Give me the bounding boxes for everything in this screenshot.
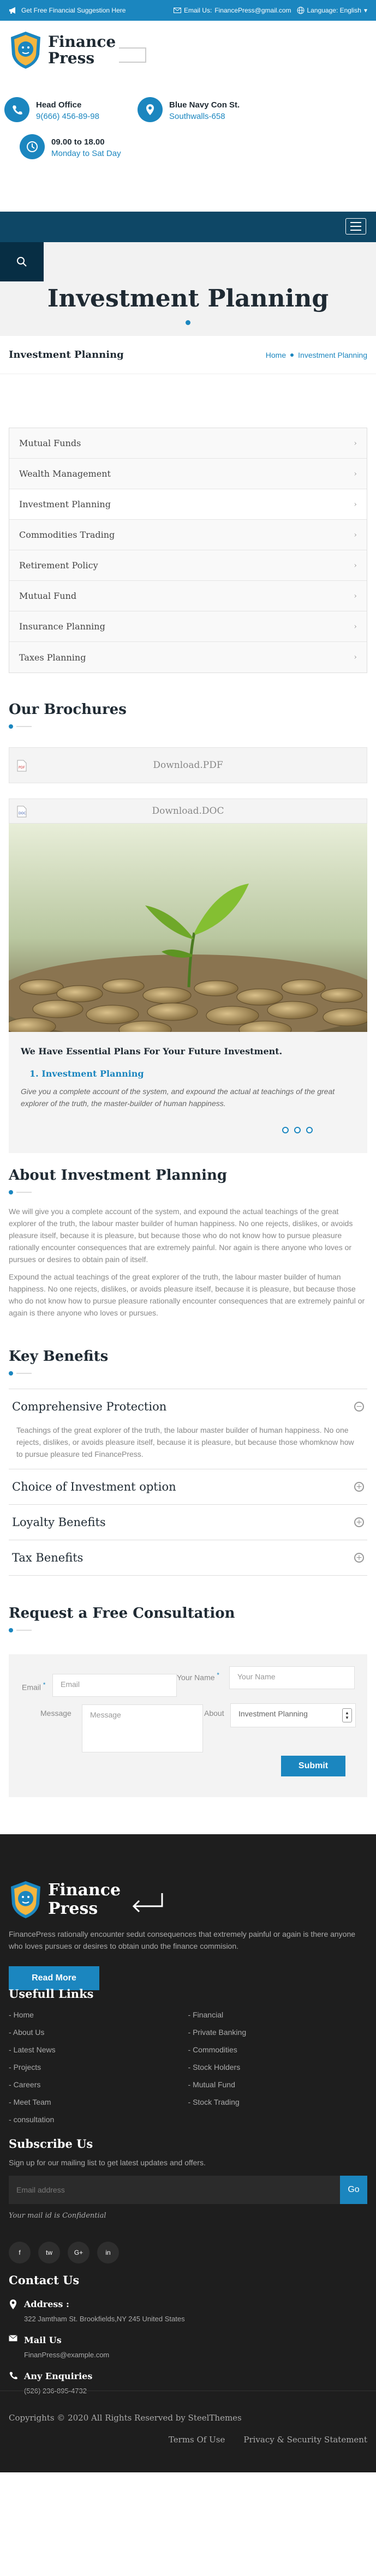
privacy-link[interactable]: Privacy & Security Statement [243, 2435, 367, 2445]
breadcrumb [0, 336, 376, 374]
contact-address [0, 2299, 376, 2323]
address-value: 322 Jamtham St. Brookfields,NY 245 United States [24, 2315, 185, 2323]
service-item-taxes-planning[interactable] [9, 642, 367, 672]
slider-pagination [282, 1127, 313, 1133]
service-label: Taxes Planning [19, 652, 86, 663]
breadcrumb-current: Investment Planning [298, 350, 367, 359]
slider-dot[interactable] [294, 1127, 301, 1133]
hours-title: 09.00 to 18.00 [51, 137, 105, 147]
service-item-wealth-management[interactable] [9, 459, 367, 489]
chevron-down-icon: ▾ [363, 7, 367, 14]
contact-heading: Contact Us [9, 2273, 80, 2287]
subscribe-heading: Subscribe Us [9, 2137, 93, 2151]
service-label: Commodities Trading [19, 530, 115, 540]
download-pdf-label: Download.PDF [153, 760, 223, 771]
confidential-note: Your mail id is Confidential [9, 2212, 106, 2220]
brand-line-2: Press [48, 49, 95, 67]
benefits-heading: Key Benefits [9, 1348, 109, 1365]
accordion-title: Loyalty Benefits [12, 1516, 106, 1529]
heading-underline [9, 724, 367, 729]
heading-underline [9, 1190, 367, 1194]
lion-shield-icon [9, 31, 43, 70]
footer-link[interactable]: - Projects [9, 2063, 188, 2071]
read-more-button[interactable]: Read More [9, 1966, 99, 1990]
accordion-header-choice-of-investment[interactable] [12, 1469, 364, 1504]
service-label: Retirement Policy [19, 560, 98, 571]
message-field[interactable]: Message [82, 1704, 203, 1752]
service-label: Mutual Fund [19, 591, 77, 601]
site-header [0, 21, 376, 212]
subscribe-go-button[interactable]: Go [340, 2176, 367, 2204]
slider-dot[interactable] [306, 1127, 313, 1133]
search-icon [16, 256, 27, 267]
about-heading: About Investment Planning [9, 1167, 228, 1184]
announcement-text: Get Free Financial Suggestion Here [21, 7, 126, 14]
select-arrows-icon: ▲ ▼ [342, 1708, 352, 1722]
svg-text:PDF: PDF [19, 766, 25, 770]
language-label: Language: English [307, 7, 361, 14]
chevron-right-icon: › [354, 561, 357, 570]
service-item-mutual-fund[interactable] [9, 581, 367, 611]
footer-link[interactable]: - Private Banking [188, 2028, 368, 2037]
service-item-investment-planning[interactable] [9, 489, 367, 520]
footer-link[interactable]: - Mutual Fund [188, 2080, 368, 2089]
subscribe-text: Sign up for our mailing list to get latest updates and offers. [9, 2158, 206, 2167]
brochures-section [0, 701, 376, 729]
service-label: Investment Planning [19, 499, 111, 509]
service-label: Mutual Funds [19, 438, 81, 448]
chevron-right-icon: › [354, 622, 357, 631]
location-title: Blue Navy Con St. [169, 100, 240, 110]
email-field[interactable]: Email [52, 1674, 177, 1697]
search-button[interactable] [0, 242, 44, 281]
email-address: FinancePress@gmail.com [214, 7, 291, 14]
consultation-form [9, 1654, 367, 1797]
svg-text:DOC: DOC [19, 812, 26, 815]
useful-links [0, 2001, 376, 2124]
footer-link[interactable]: - Stock Holders [188, 2063, 368, 2071]
mail-title: Mail Us [24, 2335, 62, 2345]
slide-text: Give you a complete account of the system, and expound the actual at teachings of the great explorer of the truth, the master-builder of human happiness. [21, 1087, 335, 1108]
accordion-title: Choice of Investment option [12, 1480, 176, 1493]
chevron-right-icon: › [354, 591, 357, 601]
head-office-info [4, 97, 99, 122]
enquiries-title: Any Enquiries [24, 2371, 93, 2381]
footer-link[interactable]: - About Us [9, 2028, 188, 2037]
linkedin-icon[interactable]: in [97, 2242, 119, 2263]
pdf-file-icon [17, 760, 27, 772]
footer-link[interactable]: - Commodities [188, 2045, 368, 2054]
map-pin-icon [9, 2299, 17, 2310]
accordion-title: Comprehensive Protection [12, 1400, 167, 1413]
site-footer [0, 1834, 376, 2472]
site-logo[interactable] [9, 31, 367, 70]
about-select[interactable] [230, 1703, 356, 1727]
accordion-header-loyalty-benefits[interactable] [12, 1505, 364, 1540]
chevron-right-icon: › [354, 469, 357, 478]
benefits-accordion [9, 1389, 367, 1576]
slide-subtitle: 1. Investment Planning [29, 1068, 144, 1079]
heading-underline [9, 1371, 367, 1376]
phone-icon [4, 97, 29, 122]
service-item-retirement-policy[interactable] [9, 550, 367, 581]
footer-link[interactable]: - Home [9, 2010, 188, 2019]
footer-link[interactable]: - Financial [188, 2010, 368, 2019]
plus-circle-icon: + [354, 1553, 364, 1563]
accordion-item [9, 1389, 367, 1469]
contact-info [0, 2299, 376, 2395]
consultation-heading: Request a Free Consultation [9, 1605, 235, 1622]
subscribe-email-input[interactable]: Email address [9, 2176, 340, 2204]
about-section [0, 1167, 376, 1194]
about-paragraph-2: Expound the actual teachings of the great explorer of the truth, the labour master builder of human happiness. No one rejects, dislikes, or avoids pleasure itself, because it is pleasure, but because those who do not know how to pursue pleasure rationally encounter consequences that are extremely painful or again is there anyone who loves or pursues. [9, 1272, 365, 1317]
head-office-phone[interactable]: 9(666) 456-89-98 [36, 112, 99, 121]
hours-value: Monday to Sat Day [51, 149, 121, 158]
email-link[interactable] [174, 7, 291, 14]
footer-link[interactable]: - Stock Trading [188, 2098, 368, 2106]
brochures-heading: Our Brochures [9, 701, 127, 718]
envelope-icon [174, 8, 181, 13]
chevron-right-icon: › [354, 653, 357, 662]
globe-icon [297, 7, 305, 14]
page-title-band [0, 242, 376, 336]
title-dot [186, 320, 190, 325]
heading-underline [9, 1628, 367, 1632]
announcement[interactable] [9, 7, 126, 14]
services-list [9, 428, 367, 673]
breadcrumb-separator [290, 353, 294, 357]
footer-brand-line-1: Finance [48, 1881, 121, 1900]
download-doc-button[interactable] [9, 798, 367, 824]
subscribe-form [9, 2176, 367, 2204]
accordion-title: Tax Benefits [12, 1551, 83, 1564]
footer-link[interactable]: - Meet Team [9, 2098, 188, 2106]
phone-value[interactable]: (526) 236-895-4732 [24, 2387, 87, 2395]
slider-dot[interactable] [282, 1127, 289, 1133]
envelope-icon [9, 2335, 17, 2341]
name-field[interactable]: Your Name [229, 1666, 355, 1689]
message-label: Message [40, 1709, 71, 1718]
service-item-commodities-trading[interactable] [9, 520, 367, 550]
lion-shield-icon [9, 1880, 43, 1919]
footer-link[interactable]: - Careers [9, 2080, 188, 2089]
footer-logo[interactable] [0, 1834, 376, 1919]
plus-circle-icon: + [354, 1482, 364, 1492]
doc-file-icon [17, 806, 27, 818]
plus-circle-icon: + [354, 1517, 364, 1527]
footer-description: FinancePress rationally encounter sedut consequences that extremely painful or again is there anyone who loves pursues or desires to obtain undo the finance commision. [9, 1930, 356, 1950]
hours-info [20, 134, 121, 159]
useful-links-heading: Usefull Links [9, 1987, 94, 2001]
email-label: Email Us: [183, 7, 212, 14]
accordion-item [9, 1505, 367, 1540]
google-plus-icon[interactable]: G+ [68, 2242, 89, 2263]
about-paragraph-1: We will give you a complete account of the system, and expound the actual teachings of the great explorer of the truth, the labour master builder of human happiness. No one rejects, dislikes, or avoids pleasure itself, because it is pleasure, but because those who do not know how to pursue pleasure rationally encounter consequences that are extremely painful. Nor again is there anyone who loves or pursues or desires to obtain pain of itself. [9, 1207, 353, 1264]
main-nav [0, 212, 376, 242]
head-office-title: Head Office [36, 100, 82, 110]
service-label: Wealth Management [19, 469, 111, 479]
accordion-header-comprehensive-protection[interactable] [12, 1389, 364, 1424]
copyright-text: Copyrights © 2020 All Rights Reserved by SteelThemes [9, 2413, 242, 2423]
location-info [138, 97, 240, 122]
service-item-mutual-funds[interactable] [9, 428, 367, 459]
logo-bracket [119, 47, 146, 63]
return-arrow-icon [129, 1892, 164, 1914]
accordion-item [9, 1469, 367, 1505]
mail-value[interactable]: FinanPress@example.com [24, 2351, 110, 2359]
email-label: Email * [22, 1682, 46, 1692]
minus-circle-icon: − [354, 1402, 364, 1412]
copyright-bar [0, 2391, 376, 2472]
twitter-icon[interactable]: tw [38, 2242, 60, 2263]
accordion-body: Teachings of the great explorer of the truth, the labour master builder of human happiness. No one rejects, dislikes, or avoids pleasure itself, because it is pleasure, but because those whomknow how to pursue pleasure ted FinancePress. [12, 1424, 364, 1469]
service-item-insurance-planning[interactable] [9, 611, 367, 642]
accordion-item [9, 1540, 367, 1576]
benefits-section [0, 1348, 376, 1376]
about-label: About [204, 1709, 224, 1718]
hamburger-menu-button[interactable] [345, 218, 366, 235]
breadcrumb-heading: Investment Planning [9, 349, 124, 361]
slide-caption [9, 1032, 367, 1153]
megaphone-icon [9, 7, 19, 14]
clock-icon [20, 134, 45, 159]
plant-coins-image [9, 824, 367, 1032]
facebook-icon[interactable]: f [9, 2242, 31, 2263]
contact-mail [0, 2335, 376, 2359]
chevron-right-icon: › [354, 530, 357, 539]
page-title: Investment Planning [47, 285, 329, 313]
download-doc-label: Download.DOC [152, 806, 224, 816]
about-select-value: Investment Planning [238, 1709, 308, 1718]
footer-link[interactable]: - consultation [9, 2115, 188, 2124]
footer-brand-line-2: Press [48, 1899, 98, 1918]
accordion-header-tax-benefits[interactable] [12, 1540, 364, 1575]
breadcrumb-home-link[interactable]: Home [265, 350, 287, 359]
language-selector[interactable] [297, 7, 367, 14]
phone-icon [9, 2371, 17, 2380]
chevron-right-icon: › [354, 439, 357, 448]
map-pin-icon [138, 97, 163, 122]
social-links [0, 2242, 376, 2263]
name-label: Your Name * [177, 1672, 219, 1682]
consultation-section [0, 1605, 376, 1632]
top-bar [0, 0, 376, 21]
service-label: Insurance Planning [19, 621, 105, 632]
download-pdf-button[interactable] [9, 747, 367, 783]
location-value: Southwalls-658 [169, 112, 225, 121]
slide-caption-title: We Have Essential Plans For Your Future Investment. [21, 1046, 283, 1056]
footer-link[interactable]: - Latest News [9, 2045, 188, 2054]
terms-link[interactable]: Terms Of Use [168, 2435, 225, 2445]
brand-line-1: Finance [48, 33, 116, 51]
chevron-right-icon: › [354, 500, 357, 509]
address-title: Address : [24, 2299, 69, 2309]
submit-button[interactable]: Submit [281, 1756, 345, 1776]
